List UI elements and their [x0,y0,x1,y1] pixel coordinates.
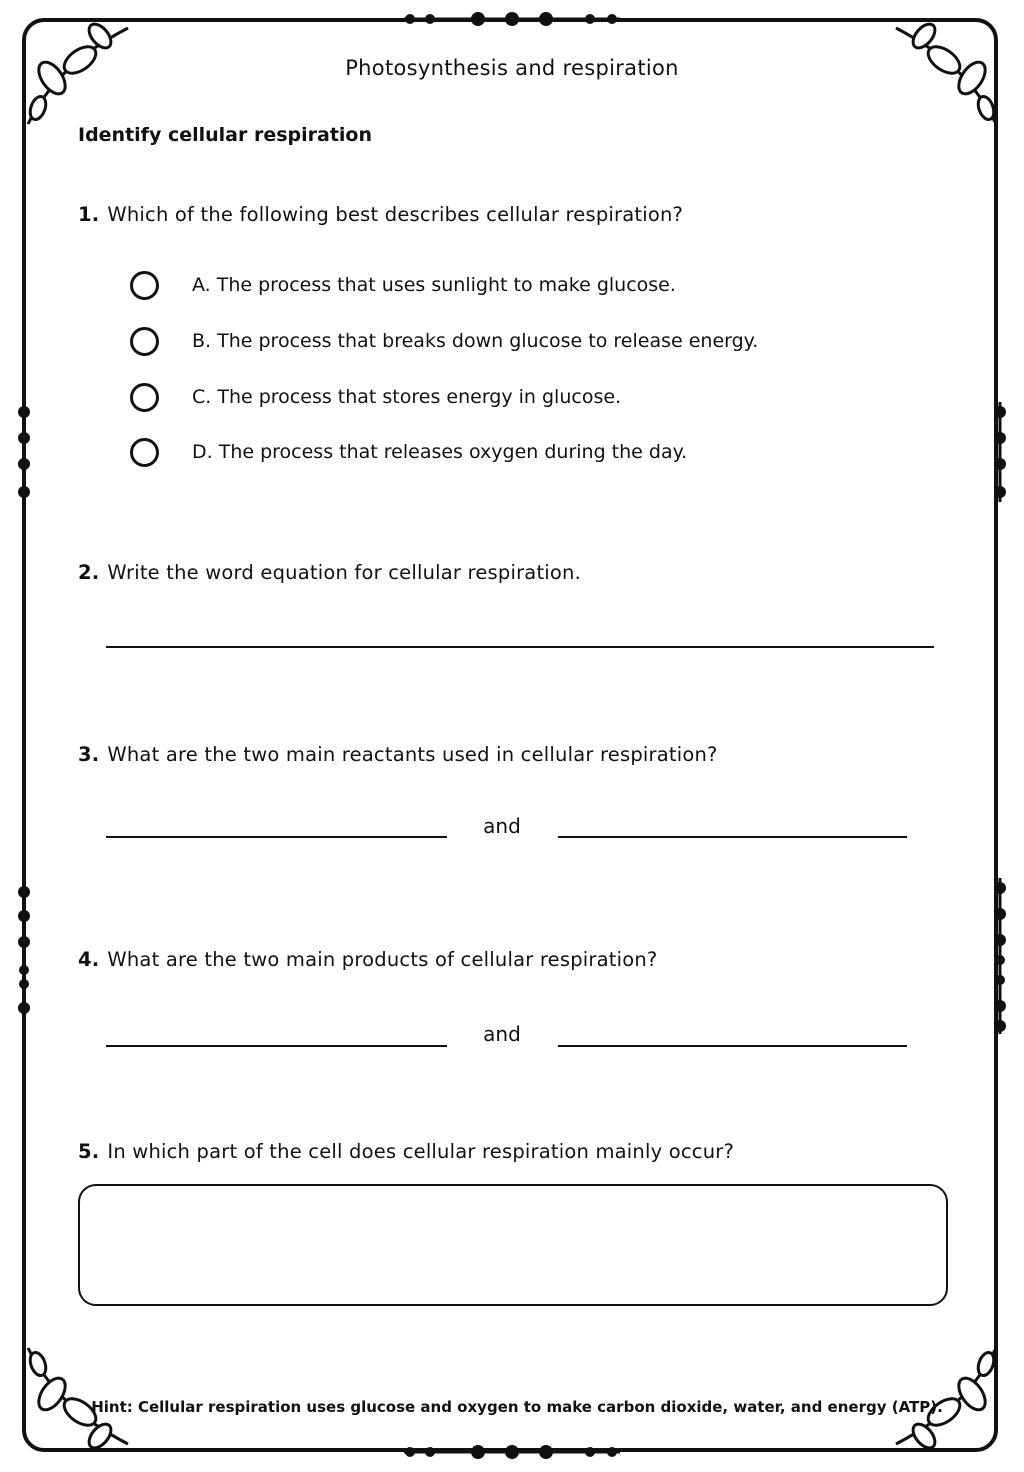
option-c-label: C. The process that stores energy in glucose. [192,386,622,408]
question-3 [78,743,718,766]
radio-option-d[interactable] [130,438,159,467]
answer-line-product-2[interactable] [558,1045,907,1047]
right-bead-ornament-lower [990,876,1010,1036]
left-bead-ornament-lower [14,880,34,1020]
section-heading: Identify cellular respiration [78,124,373,146]
connector-and-q4: and [483,1022,521,1046]
answer-line-reactant-2[interactable] [558,836,907,838]
option-b[interactable] [130,324,759,358]
bottom-bead-ornament [400,1441,624,1463]
question-2-text: Write the word equation for cellular respiration. [107,561,582,584]
question-5 [78,1140,734,1163]
question-4-number: 4. [78,948,100,971]
option-b-label: B. The process that breaks down glucose to release energy. [192,330,759,352]
radio-option-b[interactable] [130,327,159,356]
question-1 [78,203,683,226]
right-bead-ornament-upper [990,400,1010,504]
top-bead-ornament [400,8,624,30]
option-d-label: D. The process that releases oxygen during the day. [192,441,688,463]
question-4-text: What are the two main products of cellular respiration? [107,948,658,971]
answer-line-product-1[interactable] [106,1045,447,1047]
question-5-number: 5. [78,1140,100,1163]
question-4 [78,948,657,971]
answer-box-location[interactable] [78,1184,948,1306]
option-d[interactable] [130,435,688,469]
left-bead-ornament-upper [14,400,34,504]
question-3-number: 3. [78,743,100,766]
question-1-number: 1. [78,203,100,226]
radio-option-a[interactable] [130,271,159,300]
answer-line-equation[interactable] [106,646,934,648]
option-c[interactable] [130,380,622,414]
radio-option-c[interactable] [130,383,159,412]
question-5-text: In which part of the cell does cellular respiration mainly occur? [107,1140,735,1163]
connector-and-q3: and [483,814,521,838]
page-title: Photosynthesis and respiration [345,56,679,80]
question-1-text: Which of the following best describes cellular respiration? [107,203,684,226]
hint-text: Hint: Cellular respiration uses glucose and oxygen to make carbon dioxide, water, and energy (ATP). [91,1398,943,1416]
question-2 [78,561,581,584]
option-a[interactable] [130,268,676,302]
option-a-label: A. The process that uses sunlight to make glucose. [192,274,676,296]
answer-line-reactant-1[interactable] [106,836,447,838]
question-2-number: 2. [78,561,100,584]
question-3-text: What are the two main reactants used in cellular respiration? [107,743,718,766]
